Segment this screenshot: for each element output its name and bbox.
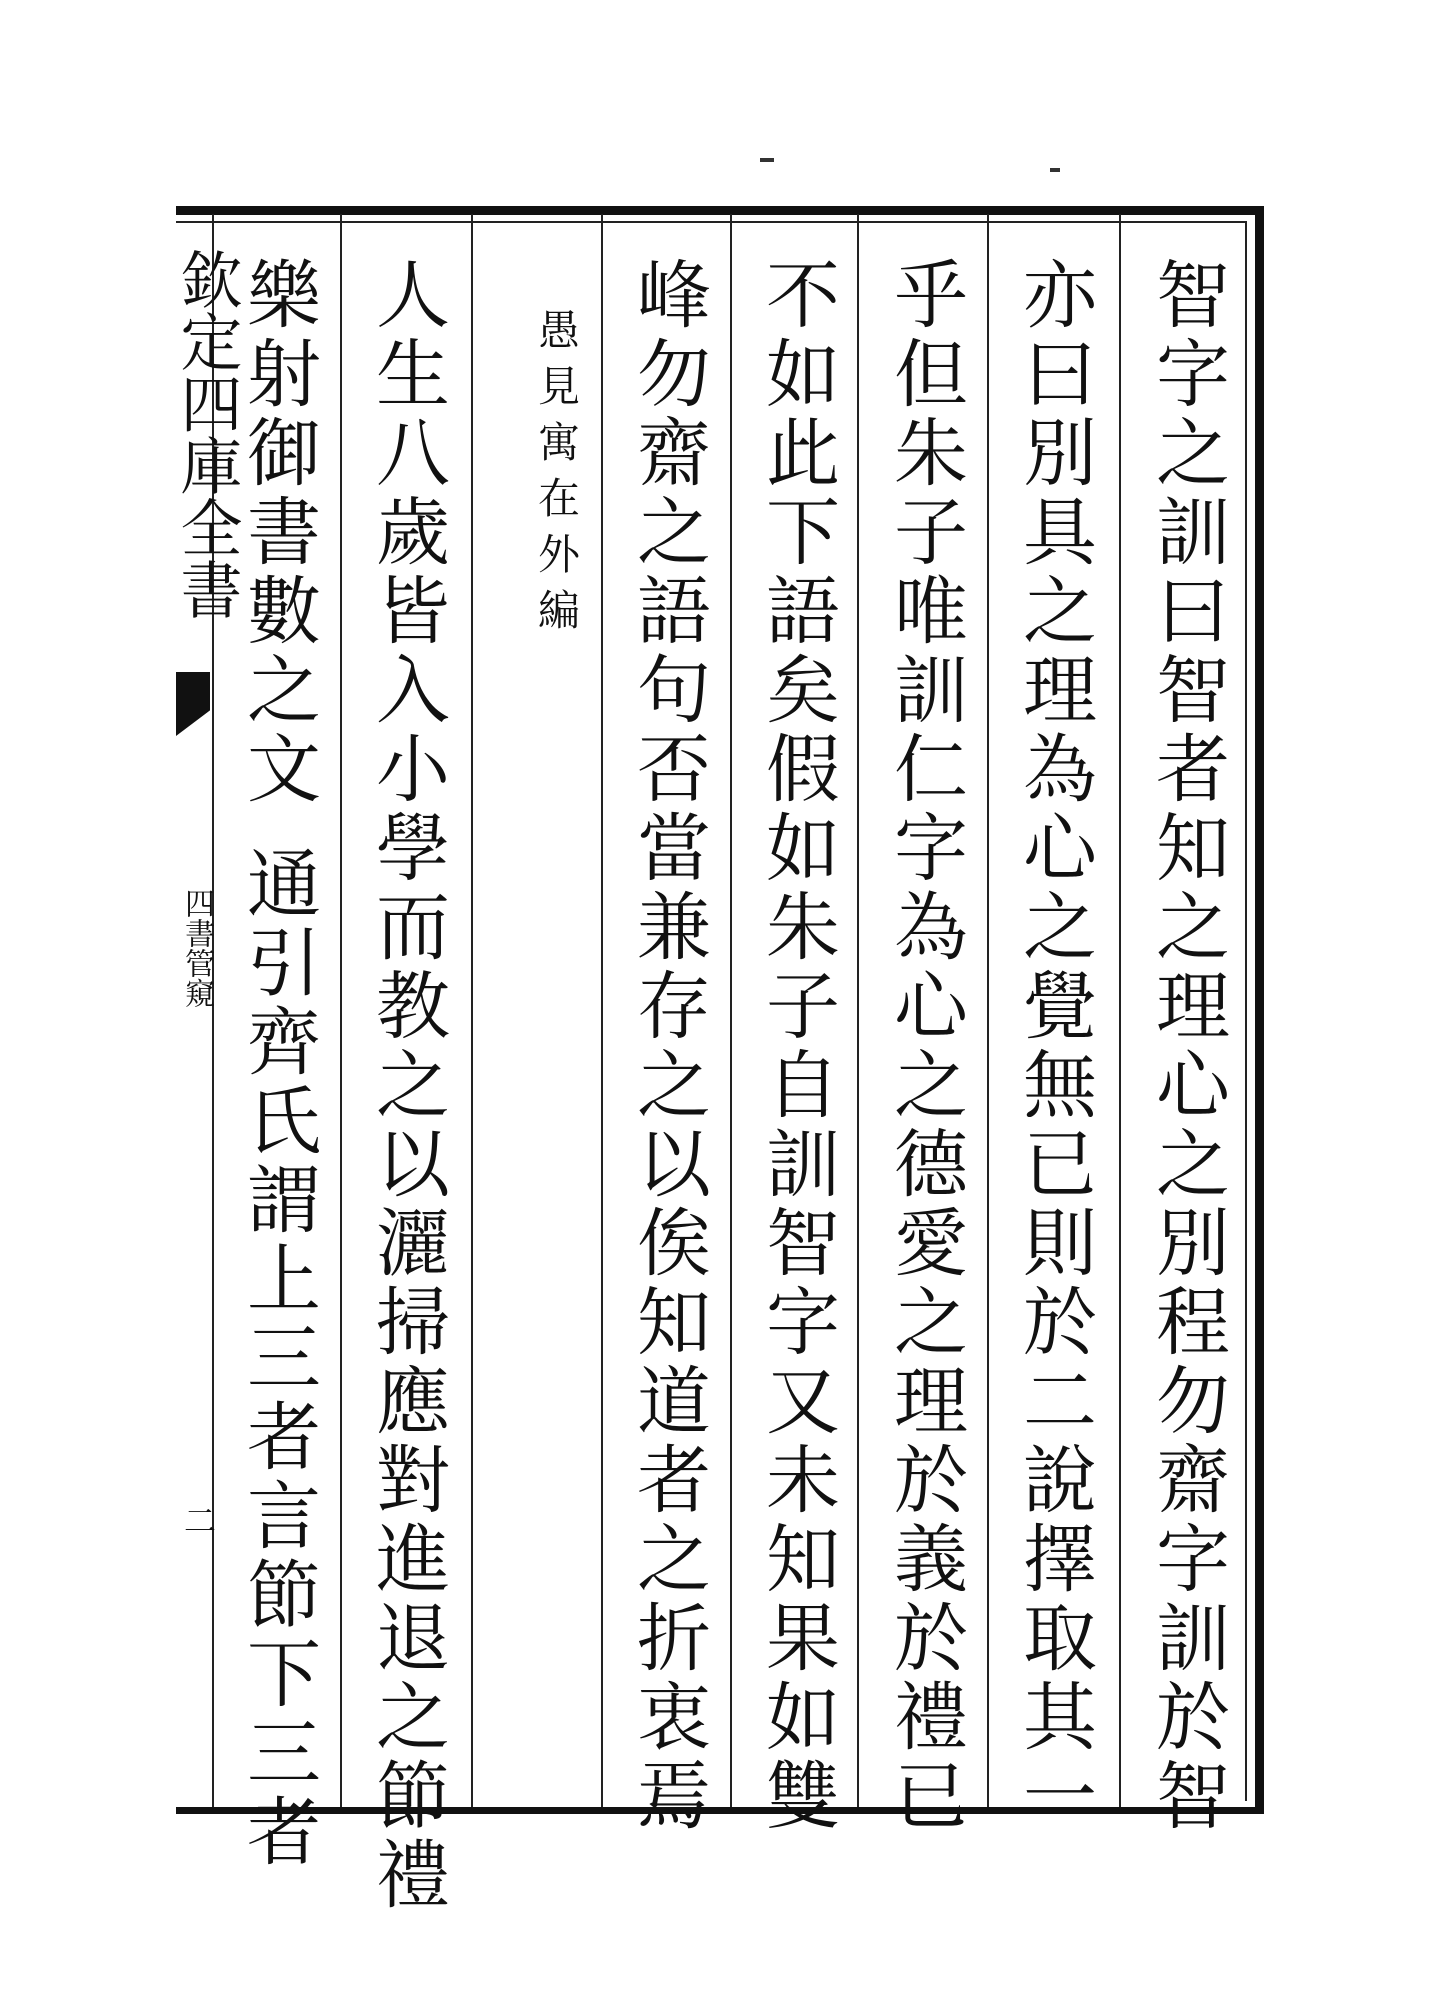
book-title: 四書管窺	[179, 888, 214, 1008]
column-rule	[471, 214, 473, 1807]
edge-title: 欽定四庫全書	[170, 248, 243, 620]
column-rule	[857, 214, 859, 1807]
text-column-5: 峰勿齋之語句否當兼存之以俟知道者之折衷焉	[625, 256, 711, 1836]
scan-mark	[1050, 168, 1060, 172]
text-column-8-part-a: 樂射御書數之文	[235, 256, 321, 809]
page-number: 二	[179, 1504, 217, 1536]
column-rule	[730, 214, 732, 1807]
text-column-7: 人生八歲皆入小學而教之以灑掃應對進退之節禮	[364, 256, 450, 1915]
text-column-2: 亦曰別具之理為心之覺無已則於二說擇取其一	[1011, 256, 1097, 1836]
scan-mark	[760, 158, 774, 162]
column-rule	[601, 214, 603, 1807]
column-rule	[987, 214, 989, 1807]
text-column-1: 智字之訓曰智者知之理心之別程勿齋字訓於智	[1144, 256, 1230, 1836]
text-column-3: 乎但朱子唯訓仁字為心之德愛之理於義於禮已	[882, 256, 968, 1836]
text-column-4: 不如此下語矣假如朱子自訓智字又未知果如雙	[754, 256, 840, 1836]
text-column-8-part-b: 通引齊氏謂上三者言節下三者	[235, 845, 321, 1872]
note-column: 愚見寓在外編	[532, 308, 581, 644]
column-rule	[1119, 214, 1121, 1807]
text-column-8	[226, 256, 330, 1872]
column-rule	[340, 214, 342, 1807]
